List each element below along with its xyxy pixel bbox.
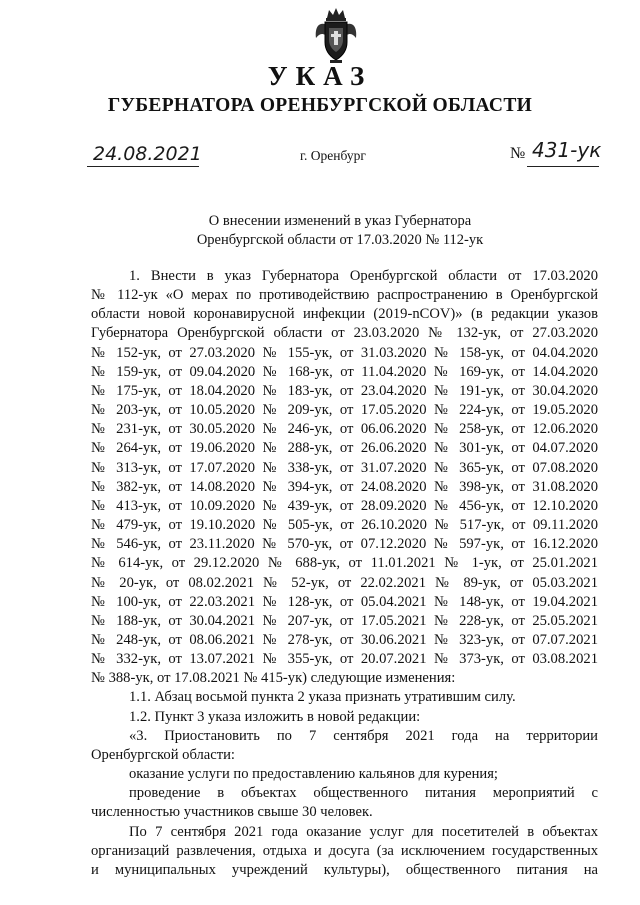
decree-heading <box>0 212 640 250</box>
body-line: № 248-ук, от 08.06.2021 № 278-ук, от 30.06.2021 № 323-ук, от 07.07.2021 <box>91 631 598 648</box>
body-line: № 188-ук, от 30.04.2021 № 207-ук, от 17.05.2021 № 228-ук, от 25.05.2021 <box>91 612 598 629</box>
body-line: 1. Внести в указ Губернатора Оренбургской области от 17.03.2020 <box>129 268 598 284</box>
body-line: Губернатора Оренбургской области от 23.03.2020 № 132-ук, от 27.03.2020 <box>91 325 598 342</box>
document-date: 24.08.2021 <box>93 143 202 165</box>
city-label: г. Оренбург <box>300 148 366 163</box>
heading-line: О внесении изменений в указ Губернатора <box>208 213 472 229</box>
body-line: «3. Приостановить по 7 сентября 2021 года на территории <box>129 727 598 744</box>
body-line: численностью участников свыше 30 человек. <box>91 804 373 821</box>
heading-line: Оренбургской области от 17.03.2020 № 112-ук <box>196 232 484 248</box>
body-line: № 332-ук, от 13.07.2021 № 355-ук, от 20.07.2021 № 373-ук, от 03.08.2021 <box>91 651 598 668</box>
body-line: проведение в объектах общественного питания мероприятий с <box>129 785 598 802</box>
body-line: и муниципальных учреждений культуры), общественного питания на <box>91 861 598 878</box>
body-line: 1.2. Пункт 3 указа изложить в новой редакции: <box>129 708 421 725</box>
body-line: № 382-ук, от 14.08.2020 № 394-ук, от 24.08.2020 № 398-ук, от 31.08.2020 <box>91 478 598 495</box>
date-underline <box>87 166 199 167</box>
number-underline <box>527 166 599 167</box>
body-line: 1.1. Абзац восьмой пункта 2 указа признать утратившим силу. <box>129 689 516 706</box>
body-line: № 264-ук, от 19.06.2020 № 288-ук, от 26.06.2020 № 301-ук, от 04.07.2020 <box>91 440 598 457</box>
body-line: № 175-ук, от 18.04.2020 № 183-ук, от 23.04.2020 № 191-ук, от 30.04.2020 <box>91 382 598 399</box>
document-number: 431-ук <box>532 138 602 162</box>
body-line: № 479-ук, от 19.10.2020 № 505-ук, от 26.10.2020 № 517-ук, от 09.11.2020 <box>91 517 598 534</box>
body-line: № 313-ук, от 17.07.2020 № 338-ук, от 31.07.2020 № 365-ук, от 07.08.2020 <box>91 459 598 476</box>
body-line: оказание услуги по предоставлению кальянов для курения; <box>129 766 498 783</box>
issuer-title: ГУБЕРНАТОРА ОРЕНБУРГСКОЙ ОБЛАСТИ <box>107 95 533 116</box>
body-line: Оренбургской области: <box>91 746 235 763</box>
body-line: № 231-ук, от 30.05.2020 № 246-ук, от 06.06.2020 № 258-ук, от 12.06.2020 <box>91 421 598 438</box>
number-label: № <box>510 145 526 162</box>
body-line: № 20-ук, от 08.02.2021 № 52-ук, от 22.02.2021 № 89-ук, от 05.03.2021 <box>91 574 598 591</box>
body-line: № 614-ук, от 29.12.2020 № 688-ук, от 11.01.2021 № 1-ук, от 25.01.2021 <box>91 555 598 572</box>
coat-of-arms-emblem <box>313 6 359 64</box>
body-line: области новой коронавирусной инфекции (2019-nCOV)» (в редакции указов <box>91 306 598 323</box>
body-line: № 413-ук, от 10.09.2020 № 439-ук, от 28.09.2020 № 456-ук, от 12.10.2020 <box>91 497 598 514</box>
body-line: № 152-ук, от 27.03.2020 № 155-ук, от 31.03.2020 № 158-ук, от 04.04.2020 <box>91 344 598 361</box>
body-line: № 388-ук, от 17.08.2021 № 415-ук) следующие изменения: <box>91 670 456 687</box>
body-line: № 100-ук, от 22.03.2021 № 128-ук, от 05.04.2021 № 148-ук, от 19.04.2021 <box>91 593 598 610</box>
body-line: № 203-ук, от 10.05.2020 № 209-ук, от 17.05.2020 № 224-ук, от 19.05.2020 <box>91 402 598 419</box>
body-line: По 7 сентября 2021 года оказание услуг для посетителей в объектах <box>129 823 598 840</box>
decree-body <box>91 267 598 880</box>
body-line: № 159-ук, от 09.04.2020 № 168-ук, от 11.04.2020 № 169-ук, от 14.04.2020 <box>91 363 598 380</box>
body-line: № 112-ук «О мерах по противодействию распространению в Оренбургской <box>91 287 598 304</box>
body-line: организаций развлечения, отдыха и досуга (за исключением государственных <box>91 842 598 859</box>
body-line: № 546-ук, от 23.11.2020 № 570-ук, от 07.12.2020 № 597-ук, от 16.12.2020 <box>91 536 598 553</box>
document-type-title: УКАЗ <box>267 61 373 91</box>
